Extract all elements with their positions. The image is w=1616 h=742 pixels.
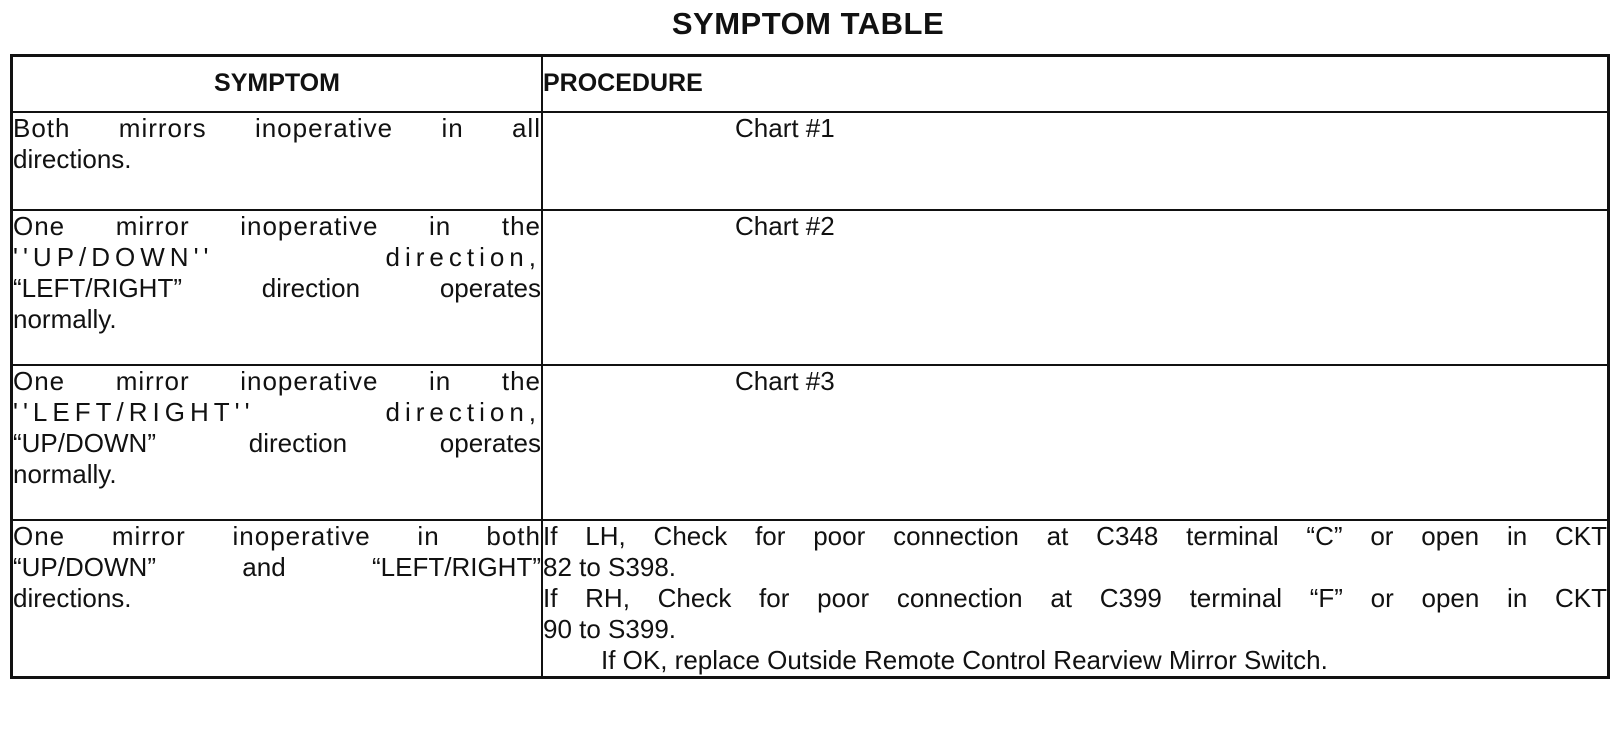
symptom-line: directions. — [13, 144, 132, 174]
symptom-cell — [12, 365, 543, 520]
symptom-column-header: SYMPTOM — [12, 56, 543, 113]
procedure-cell — [542, 210, 1609, 365]
symptom-line: One mirror inoperative in both — [13, 521, 541, 551]
procedure-cell — [542, 112, 1609, 210]
symptom-line: “UP/DOWN” and “LEFT/RIGHT” — [13, 552, 541, 582]
table-row — [12, 112, 1609, 210]
table-row — [12, 520, 1609, 678]
symptom-line: directions. — [13, 583, 132, 613]
table-row — [12, 365, 1609, 520]
symptom-line: ''UP/DOWN'' direction, — [13, 242, 541, 272]
symptom-cell — [12, 210, 543, 365]
procedure-line: If OK, replace Outside Remote Control Rearview Mirror Switch. — [601, 645, 1328, 675]
table-row — [12, 210, 1609, 365]
procedure-line: If RH, Check for poor connection at C399 terminal “F” or open in CKT — [543, 583, 1607, 613]
symptom-cell — [12, 520, 543, 678]
procedure-line: If LH, Check for poor connection at C348 terminal “C” or open in CKT — [543, 521, 1607, 551]
page-title: SYMPTOM TABLE — [671, 6, 945, 41]
procedure-line: 82 to S398. — [543, 552, 676, 582]
table-header-row — [12, 56, 1609, 113]
symptom-line: One mirror inoperative in the — [13, 211, 541, 241]
chart-reference: Chart #1 — [735, 113, 835, 143]
symptom-line: Both mirrors inoperative in all — [13, 113, 541, 143]
chart-reference: Chart #3 — [735, 366, 835, 396]
procedure-column-header: PROCEDURE — [542, 56, 1609, 113]
symptom-line: “LEFT/RIGHT” direction operates — [13, 273, 541, 303]
symptom-line: One mirror inoperative in the — [13, 366, 541, 396]
chart-reference: Chart #2 — [735, 211, 835, 241]
procedure-cell — [542, 520, 1609, 678]
symptom-cell — [12, 112, 543, 210]
symptom-line: ''LEFT/RIGHT'' direction, — [13, 397, 541, 427]
symptom-line: “UP/DOWN” direction operates — [13, 428, 541, 458]
procedure-line: 90 to S399. — [543, 614, 676, 644]
symptom-line: normally. — [13, 459, 117, 489]
symptom-table — [10, 54, 1610, 679]
symptom-line: normally. — [13, 304, 117, 334]
procedure-cell — [542, 365, 1609, 520]
